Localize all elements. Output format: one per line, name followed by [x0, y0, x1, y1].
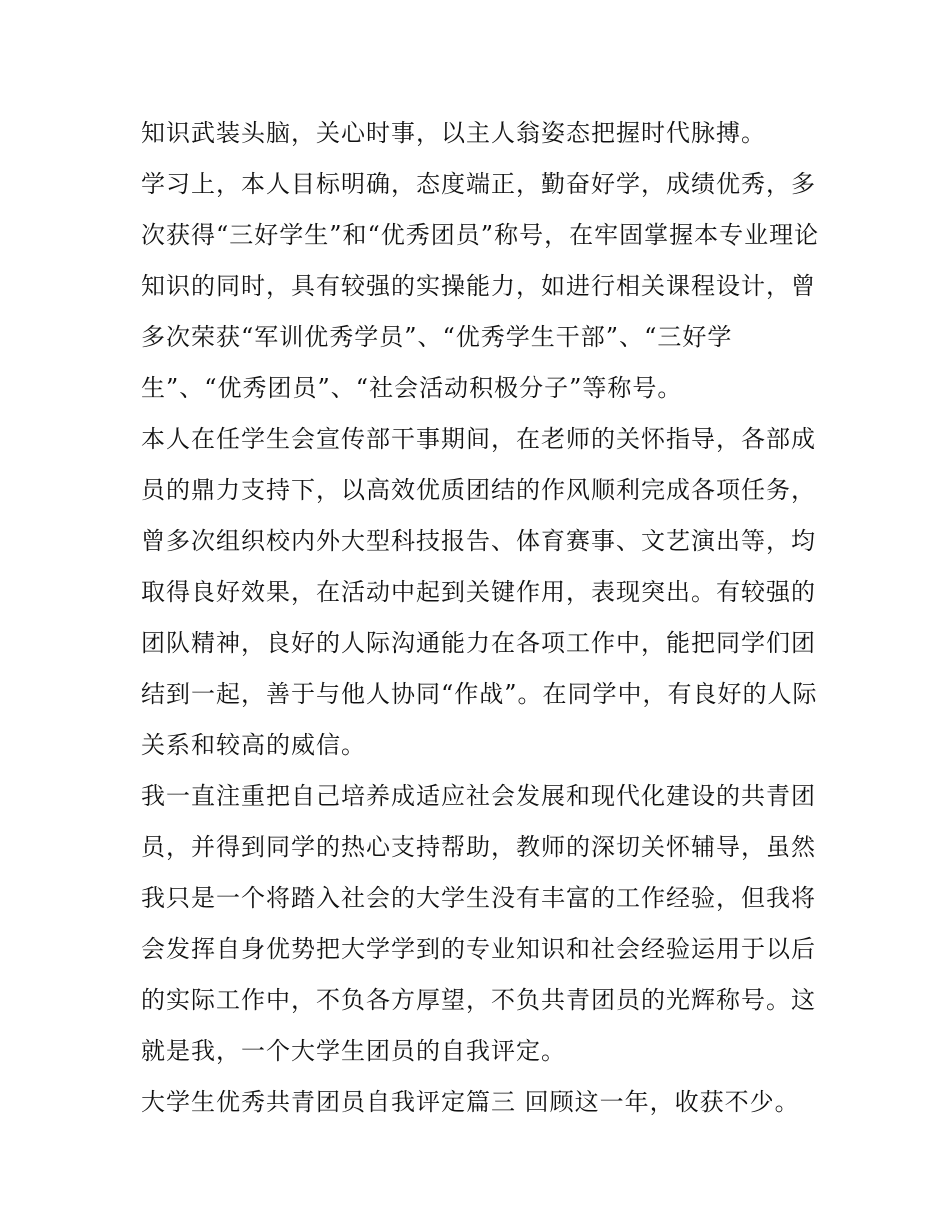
text-line: 本人在任学生会宣传部干事期间，在老师的关怀指导，各部成 — [141, 425, 816, 453]
text-line: 多次荣获“军训优秀学员”、“优秀学生干部”、“三好学 — [141, 323, 733, 351]
text-line: 员的鼎力支持下，以高效优质团结的作风顺利完成各项任务， — [141, 476, 816, 504]
text-line: 就是我，一个大学生团员的自我评定。 — [141, 1037, 566, 1065]
text-line: 我一直注重把自己培养成适应社会发展和现代化建设的共青团 — [141, 782, 816, 810]
text-line: 生”、“优秀团员”、“社会活动积极分子”等称号。 — [141, 374, 683, 402]
text-line: 次获得“三好学生”和“优秀团员”称号，在牢固掌握本专业理论 — [141, 221, 820, 249]
text-line: 团队精神，良好的人际沟通能力在各项工作中，能把同学们团 — [141, 629, 816, 657]
text-line: 曾多次组织校内外大型科技报告、体育赛事、文艺演出等，均 — [141, 527, 816, 555]
text-line: 结到一起，善于与他人协同“作战”。在同学中，有良好的人际 — [141, 680, 818, 708]
text-line: 关系和较高的威信。 — [141, 731, 366, 759]
document-body — [141, 108, 821, 1128]
text-line: 知识的同时，具有较强的实操能力，如进行相关课程设计，曾 — [141, 272, 816, 300]
text-line: 我只是一个将踏入社会的大学生没有丰富的工作经验，但我将 — [141, 884, 816, 912]
text-line: 学习上，本人目标明确，态度端正，勤奋好学，成绩优秀，多 — [141, 170, 816, 198]
text-line: 员，并得到同学的热心支持帮助，教师的深切关怀辅导，虽然 — [141, 833, 816, 861]
text-line: 会发挥自身优势把大学学到的专业知识和社会经验运用于以后 — [141, 935, 816, 963]
text-line: 取得良好效果，在活动中起到关键作用，表现突出。有较强的 — [141, 578, 816, 606]
text-line: 的实际工作中，不负各方厚望，不负共青团员的光辉称号。这 — [141, 986, 816, 1014]
text-line: 知识武装头脑，关心时事，以主人翁姿态把握时代脉搏。 — [141, 119, 766, 147]
text-line: 大学生优秀共青团员自我评定篇三 回顾这一年，收获不少。 — [141, 1088, 800, 1116]
